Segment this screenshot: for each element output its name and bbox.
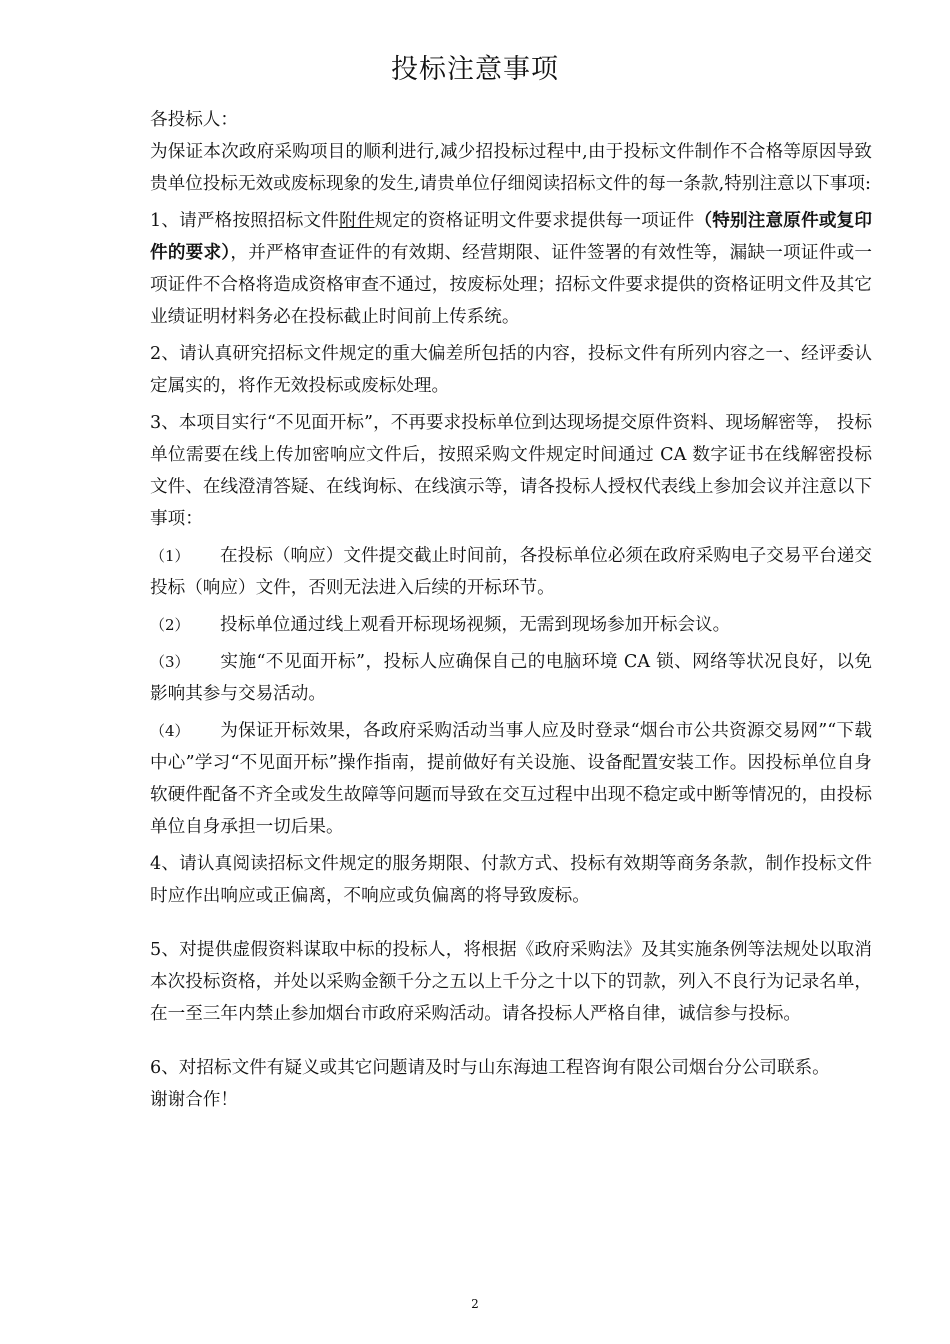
item-1-middle: 规定的资格证明文件要求提供每一项证件 bbox=[374, 211, 695, 231]
sub-item-4 bbox=[150, 715, 872, 843]
item-4: 4、请认真阅读招标文件规定的服务期限、付款方式、投标有效期等商务条款，制作投标文件时应作出响应或正偏离，不响应或负偏离的将导致废标。 bbox=[150, 854, 872, 906]
item-1 bbox=[150, 205, 872, 333]
intro-paragraph: 为保证本次政府采购项目的顺利进行,减少招投标过程中,由于投标文件制作不合格等原因导致贵单位投标无效或废标现象的发生,请贵单位仔细阅读招标文件的每一条款,特别注意以下事项: bbox=[150, 142, 872, 194]
sub-item-3 bbox=[150, 646, 872, 710]
document-title: 投标注意事项 bbox=[391, 54, 559, 85]
sub-item-text: 在投标（响应）文件提交截止时间前，各投标单位必须在政府采购电子交易平台递交投标（响应）文件，否则无法进入后续的开标环节。 bbox=[150, 546, 872, 598]
item-6: 6、对招标文件有疑义或其它问题请及时与山东海迪工程咨询有限公司烟台分公司联系。 bbox=[150, 1058, 830, 1078]
document-body bbox=[150, 104, 872, 1116]
sub-item-1 bbox=[150, 540, 872, 604]
item-2: 2、请认真研究招标文件规定的重大偏差所包括的内容，投标文件有所列内容之一、经评委认定属实的，将作无效投标或废标处理。 bbox=[150, 344, 872, 396]
item-1-prefix: 1、请严格按照招标文件 bbox=[150, 211, 340, 231]
sub-item-text: 投标单位通过线上观看开标现场视频，无需到现场参加开标会议。 bbox=[220, 615, 731, 635]
sub-item-number: （1） bbox=[150, 547, 190, 565]
sub-item-2 bbox=[150, 609, 872, 641]
sub-item-number: （4） bbox=[150, 722, 190, 740]
item-1-suffix: ，并严格审查证件的有效期、经营期限、证件签署的有效性等，漏缺一项证件或一项证件不合格将造成资格审查不通过，按废标处理；招标文件要求提供的资格证明文件及其它业绩证明材料务必在投标截止时间前上传系统。 bbox=[150, 243, 872, 327]
sub-item-number: （3） bbox=[150, 653, 190, 671]
salutation: 各投标人： bbox=[150, 110, 238, 130]
sub-item-number: （2） bbox=[150, 616, 190, 634]
sub-item-text: 为保证开标效果，各政府采购活动当事人应及时登录“烟台市公共资源交易网”“下载中心”学习“不见面开标”操作指南，提前做好有关设施、设备配置安装工作。因投标单位自身软硬件配备不齐全或发生故障等问题而导致在交互过程中出现不稳定或中断等情况的，由投标单位自身承担一切后果。 bbox=[150, 721, 872, 837]
item-3: 3、本项目实行“不见面开标”，不再要求投标单位到达现场提交原件资料、现场解密等， 投标单位需要在线上传加密响应文件后，按照采购文件规定时间通过 CA 数字证书在线解密投标文件、在线澄清答疑、在线询标、在线演示等，请各投标人授权代表线上参加会议并注意以下事项： bbox=[150, 413, 872, 529]
page-number: 2 bbox=[471, 1297, 479, 1311]
closing-remark: 谢谢合作！ bbox=[150, 1090, 238, 1110]
item-1-bold-note: （特别注意原件或复印件的要求） bbox=[150, 210, 872, 263]
sub-item-text: 实施“不见面开标”，投标人应确保自己的电脑环境 CA 锁、网络等状况良好，以免影响其参与交易活动。 bbox=[150, 652, 872, 704]
attachment-link: 附件 bbox=[339, 211, 375, 231]
item-5: 5、对提供虚假资料谋取中标的投标人，将根据《政府采购法》及其实施条例等法规处以取消本次投标资格，并处以采购金额千分之五以上千分之十以下的罚款，列入不良行为记录名单， 在一至三年内禁止参加烟台市政府采购活动。请各投标人严格自律，诚信参与投标。 bbox=[150, 940, 872, 1024]
